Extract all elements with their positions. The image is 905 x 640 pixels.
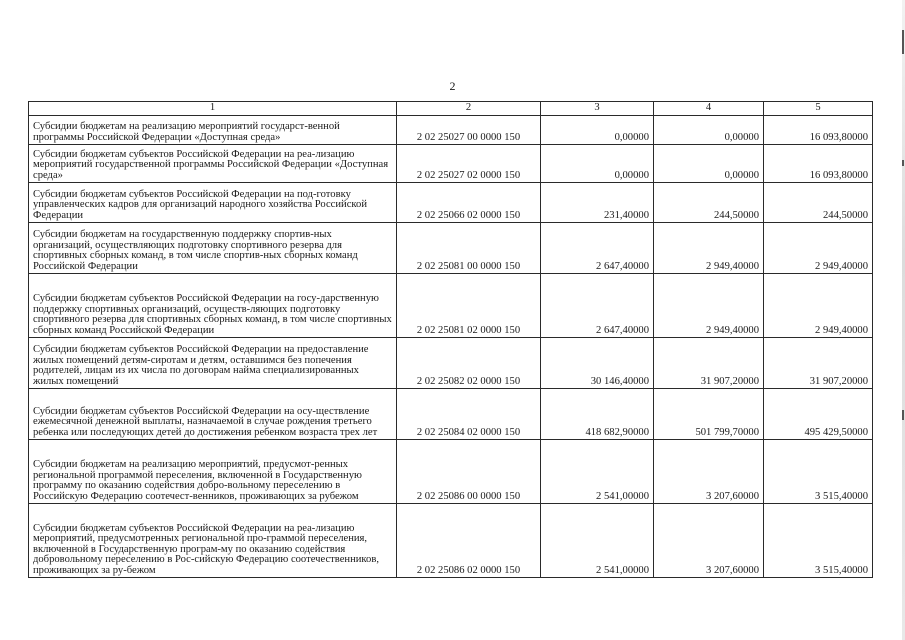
table-row [29,145,873,183]
row-value-cell: 16 093,80000 [764,145,873,183]
row-name-cell: Субсидии бюджетам субъектов Российской Федерации на под-готовку управленческих кадров для организаций народного хозяйства Российской Федерации [29,183,397,223]
column-header: 1 [29,102,397,116]
row-value-cell: 2 541,00000 [541,440,654,504]
row-value-cell: 501 799,70000 [654,389,764,440]
header-row [29,102,873,116]
column-header: 2 [397,102,541,116]
row-value-cell: 3 515,40000 [764,504,873,578]
row-value-cell: 0,00000 [654,145,764,183]
row-name-cell: Субсидии бюджетам субъектов Российской Федерации на предоставление жилых помещений детям-сиротам и детям, оставшимся без попечения родителей, лицам из их числа по договорам найма специализированных жилых помещений [29,338,397,389]
row-value-cell: 2 949,40000 [764,223,873,274]
page-number: 2 [449,79,456,93]
scan-artifact [902,410,904,420]
table-row [29,183,873,223]
budget-table [28,101,873,578]
row-value-cell: 2 647,40000 [541,223,654,274]
row-code-cell: 2 02 25086 00 0000 150 [397,440,541,504]
row-value-cell: 3 207,60000 [654,504,764,578]
row-code-cell: 2 02 25027 02 0000 150 [397,145,541,183]
table-body [29,116,873,578]
row-code-cell: 2 02 25082 02 0000 150 [397,338,541,389]
row-value-cell: 30 146,40000 [541,338,654,389]
table-row [29,274,873,338]
row-value-cell: 16 093,80000 [764,116,873,145]
row-name-cell: Субсидии бюджетам субъектов Российской Федерации на госу-дарственную поддержку спортивных организаций, осуществ-ляющих подготовку спортивного резерва для спортивных сборных команд, в том числе спортивных сборных команд Российской Федерации [29,274,397,338]
column-header: 4 [654,102,764,116]
row-name-cell: Субсидии бюджетам субъектов Российской Федерации на осу-ществление ежемесячной денежной выплаты, назначаемой в случае рождения третьего ребенка или последующих детей до достижения ребенком возраста трех лет [29,389,397,440]
row-code-cell: 2 02 25027 00 0000 150 [397,116,541,145]
row-value-cell: 2 949,40000 [764,274,873,338]
row-code-cell: 2 02 25086 02 0000 150 [397,504,541,578]
row-value-cell: 3 515,40000 [764,440,873,504]
row-name-cell: Субсидии бюджетам на реализацию мероприятий государст-венной программы Российской Федерации «Доступная среда» [29,116,397,145]
row-value-cell: 31 907,20000 [764,338,873,389]
row-name-cell: Субсидии бюджетам субъектов Российской Федерации на реа-лизацию мероприятий, предусмотренных региональной про-граммой переселения, включенной в Государственную програм-му по оказанию содействия добровольному переселению в Рос-сийскую Федерацию соотечественников, проживающих за ру-бежом [29,504,397,578]
table-row [29,338,873,389]
row-code-cell: 2 02 25081 00 0000 150 [397,223,541,274]
row-name-cell: Субсидии бюджетам на реализацию мероприятий, предусмот-ренных региональной программой переселения, включенной в Государственную программу по оказанию содействия добро-вольному переселению в Российскую Федерацию соотечест-венников, проживающих за рубежом [29,440,397,504]
row-value-cell: 0,00000 [541,116,654,145]
row-value-cell: 244,50000 [654,183,764,223]
row-value-cell: 231,40000 [541,183,654,223]
row-value-cell: 418 682,90000 [541,389,654,440]
row-value-cell: 3 207,60000 [654,440,764,504]
row-value-cell: 2 647,40000 [541,274,654,338]
row-name-cell: Субсидии бюджетам на государственную поддержку спортив-ных организаций, осуществляющих подготовку спортивного резерва для спортивных сборных команд, в том числе спортив-ных сборных команд Российской Федерации [29,223,397,274]
row-value-cell: 2 541,00000 [541,504,654,578]
row-value-cell: 2 949,40000 [654,223,764,274]
table-row [29,440,873,504]
row-value-cell: 31 907,20000 [654,338,764,389]
row-value-cell: 2 949,40000 [654,274,764,338]
row-value-cell: 495 429,50000 [764,389,873,440]
row-value-cell: 0,00000 [654,116,764,145]
row-value-cell: 0,00000 [541,145,654,183]
table-row [29,504,873,578]
scan-artifact [902,160,904,166]
table-row [29,389,873,440]
table-row [29,223,873,274]
table-row [29,116,873,145]
row-code-cell: 2 02 25084 02 0000 150 [397,389,541,440]
row-value-cell: 244,50000 [764,183,873,223]
column-header: 3 [541,102,654,116]
row-name-cell: Субсидии бюджетам субъектов Российской Федерации на реа-лизацию мероприятий государственной программы Российской Федерации «Доступная среда» [29,145,397,183]
row-code-cell: 2 02 25081 02 0000 150 [397,274,541,338]
row-code-cell: 2 02 25066 02 0000 150 [397,183,541,223]
column-header: 5 [764,102,873,116]
scan-artifact [902,30,904,54]
